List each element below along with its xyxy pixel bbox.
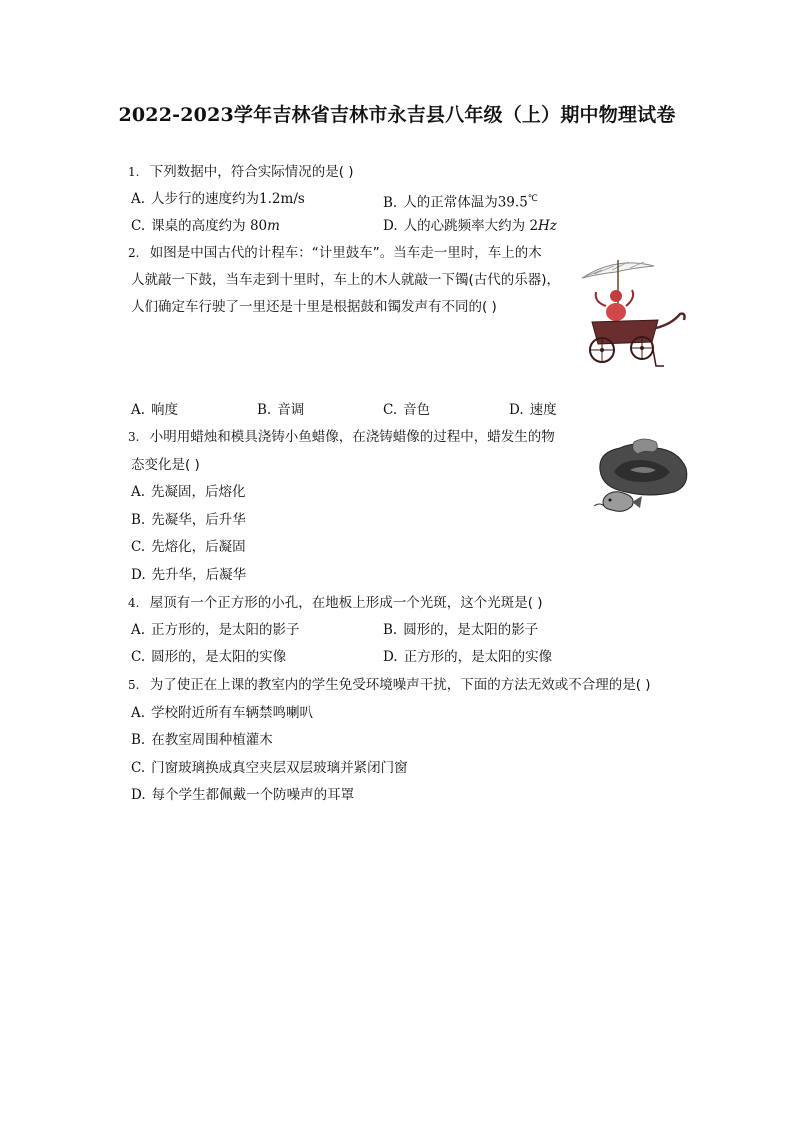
option-letter: D. (131, 787, 146, 803)
option-text: 响度 (151, 402, 179, 418)
option-5d[interactable] (131, 786, 354, 804)
option-1c[interactable] (131, 217, 280, 235)
option-3a[interactable] (131, 483, 246, 501)
question-number: 4. (128, 596, 140, 610)
option-letter: C. (131, 539, 146, 555)
option-letter: B. (383, 194, 398, 211)
option-text: 音调 (277, 402, 305, 418)
option-letter: C. (131, 218, 146, 234)
option-4a[interactable] (131, 621, 300, 639)
option-text: 在教室周围种植灌木 (151, 732, 273, 748)
option-unit: ℃ (527, 194, 538, 204)
option-letter: D. (131, 567, 146, 583)
option-2b[interactable] (257, 401, 304, 419)
drum-cart-picture (572, 252, 690, 374)
option-letter: D. (509, 402, 524, 418)
option-value: 80 (249, 218, 268, 234)
option-3b[interactable] (131, 511, 246, 529)
question-4-stem (128, 594, 543, 612)
option-text: 人的心跳频率大约为 (403, 218, 530, 234)
option-letter: A. (131, 484, 146, 500)
option-text: 人的正常体温为 (403, 194, 498, 211)
question-stem-text: 如图是中国古代的计程车：“计里鼓车”。当车走一里时，车上的木 (149, 245, 542, 261)
option-value: 2 (529, 218, 539, 234)
option-text: 先凝华，后升华 (151, 512, 246, 528)
option-letter: B. (131, 512, 146, 528)
option-4b[interactable] (383, 621, 538, 639)
option-text: 学校附近所有车辆禁鸣喇叭 (151, 705, 314, 721)
option-text: 圆形的，是太阳的实像 (151, 649, 287, 665)
option-1a[interactable] (131, 190, 305, 208)
question-number: 5. (128, 678, 140, 692)
option-5a[interactable] (131, 704, 313, 722)
option-4d[interactable] (383, 648, 552, 666)
option-text: 每个学生都佩戴一个防噪声的耳罩 (151, 787, 355, 803)
option-letter: C. (131, 649, 146, 665)
option-letter: B. (257, 402, 272, 418)
page-title: 2022-2023学年吉林省吉林市永吉县八年级（上）期中物理试卷 (118, 104, 676, 126)
option-text: 音色 (403, 402, 431, 418)
question-5-stem (128, 676, 651, 694)
option-2c[interactable] (383, 401, 430, 419)
option-letter: C. (131, 760, 146, 776)
option-3d[interactable] (131, 566, 246, 584)
question-2-stem-line-3: 人们确定车行驶了一里还是十里是根据鼓和镯发声有不同的( ) (131, 299, 497, 315)
option-letter: A. (131, 622, 146, 638)
question-3-stem-line-1 (128, 428, 555, 446)
question-1-stem (128, 163, 354, 181)
option-text: 圆形的，是太阳的影子 (403, 622, 539, 638)
option-5c[interactable] (131, 759, 408, 777)
option-text: 先升华，后凝华 (151, 567, 247, 583)
option-letter: A. (131, 402, 146, 418)
option-value: 39.5 (497, 194, 528, 211)
option-text: 速度 (529, 402, 557, 418)
option-text: 正方形的，是太阳的实像 (403, 649, 553, 665)
question-stem-text: 小明用蜡烛和模具浇铸小鱼蜡像，在浇铸蜡像的过程中，蜡发生的物 (149, 429, 555, 445)
option-letter: D. (383, 218, 398, 234)
option-3c[interactable] (131, 538, 246, 556)
option-unit: m (267, 218, 280, 234)
option-unit: Hz (538, 218, 557, 234)
option-text: 门窗玻璃换成真空夹层双层玻璃并紧闭门窗 (151, 760, 408, 776)
question-stem-text: 为了使正在上课的教室内的学生免受环境噪声干扰，下面的方法无效或不合理的是( ) (149, 677, 651, 693)
question-stem-text: 屋顶有一个正方形的小孔，在地板上形成一个光斑，这个光斑是( ) (149, 595, 543, 611)
option-letter: A. (131, 705, 146, 721)
fish-mold-picture (590, 436, 692, 522)
question-2-stem-line-2: 人就敲一下鼓，当车走到十里时，车上的木人就敲一下镯(古代的乐器)， (131, 272, 561, 288)
option-1d[interactable] (383, 217, 557, 235)
option-text: 先熔化，后凝固 (151, 539, 246, 555)
option-letter: B. (383, 622, 398, 638)
question-number: 1. (128, 165, 140, 179)
option-4c[interactable] (131, 648, 286, 666)
option-text: 人步行的速度约为 (151, 191, 260, 207)
option-letter: C. (383, 402, 398, 418)
option-5b[interactable] (131, 731, 273, 749)
option-text: 正方形的，是太阳的影子 (151, 622, 300, 638)
question-stem-text: 下列数据中，符合实际情况的是( ) (149, 164, 354, 180)
question-2-stem-line-1 (128, 244, 542, 262)
option-1b[interactable] (383, 190, 538, 212)
option-letter: A. (131, 191, 146, 207)
option-letter: D. (383, 649, 398, 665)
option-text: 先凝固，后熔化 (151, 484, 246, 500)
option-text: 课桌的高度约为 (151, 218, 250, 234)
question-number: 2. (128, 246, 140, 260)
option-value: 1.2m/s (259, 191, 305, 207)
option-2d[interactable] (509, 401, 557, 419)
option-2a[interactable] (131, 401, 178, 419)
option-letter: B. (131, 732, 146, 748)
question-number: 3. (128, 430, 140, 444)
question-3-stem-line-2: 态变化是( ) (131, 457, 200, 473)
